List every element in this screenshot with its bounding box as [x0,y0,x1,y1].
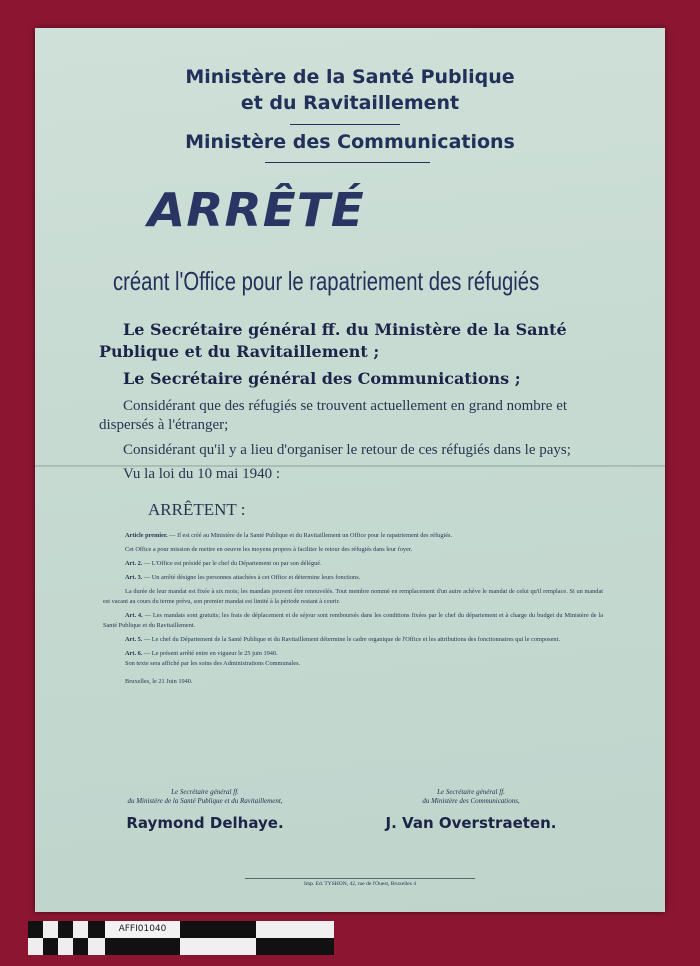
article: La durée de leur mandat est fixée à six mois; les mandats peuvent être renouvelés. Tout membre nommé en remplacement d'un autre achève le mandat de celui qu'il remplace. Si un mandat est vacant au cours du terme prévu, son premier mandat est limité à la période restant à courir. [103,588,603,605]
ministry-line-3: Ministère des Communications [185,131,515,153]
article: Art. 6. — Le présent arrêté entre en vigueur le 25 juin 1940. [125,650,278,657]
catalog-label: AFFI01040 [105,921,180,938]
article: Art. 2. — L'Office est présidé par le chef du Département ou par son délégué. [125,560,322,567]
ministry-line-1: Ministère de la Santé Publique [185,66,515,88]
document-subtitle: créant l'Office pour le rapatriement des réfugiés [113,266,540,296]
signature-right: Le Secrétaire général ff. du Ministère des Communications, J. Van Overstraeten. [341,788,601,832]
article: Art. 3. — Un arrêté désigne les personnes attachées à cet Office et détermine leurs fonctions. [125,574,361,581]
poster [35,28,665,912]
printer-line: Imp. Ed. TYSHON, 42, rue de l'Ouest, Bruxelles 4 [245,878,475,887]
arretent-heading: ARRÊTENT : [148,500,246,519]
article: Son texte sera affiché par les soins des Administrations Communales. [125,660,301,667]
signatory-name: Raymond Delhaye. [126,814,284,832]
article: Article premier. — Il est créé au Ministère de la Santé Publique et du Ravitaillement un Office pour le rapatriement des réfugiés. [125,532,453,539]
signature-left: Le Secrétaire général ff. du Ministère de la Santé Publique et du Ravitaillement, Raymond Delhaye. [75,788,335,832]
article: Art. 4. — Les mandats sont gratuits; les frais de déplacement et de séjour sont remboursés dans les conditions fixées par le chef du département et à charge du budget du Ministère de la Santé Publique et du Ravitaillement. [103,612,604,629]
document-title: ARRÊTÉ [147,183,365,237]
divider [290,124,400,125]
articles [103,531,603,691]
considerant-1-line2: dispersés à l'étranger; [99,417,229,433]
preamble-sg1-line1: Le Secrétaire général ff. du Ministère de la Santé [123,320,567,339]
ministry-line-2: et du Ravitaillement [240,92,460,114]
scale-bar [28,921,334,955]
date-line: Bruxelles, le 21 Juin 1940. [125,678,193,685]
preamble-sg2: Le Secrétaire général des Communications ; [123,369,521,388]
considerant-1-line1: Considérant que des réfugiés se trouvent actuellement en grand nombre et [123,398,568,414]
vu-la-loi: Vu la loi du 10 mai 1940 : [123,466,281,482]
signatory-name: J. Van Overstraeten. [385,814,557,832]
article: Art. 5. — Le chef du Département de la Santé Publique et du Ravitaillement détermine le cadre organique de l'Office et les attributions des fonctionnaires qui le composent. [125,636,560,643]
divider [265,162,430,163]
article: Cet Office a pour mission de mettre en oeuvre les moyens propres à faciliter le retour des réfugiés dans leur foyer. [125,546,413,553]
considerant-2: Considérant qu'il y a lieu d'organiser le retour de ces réfugiés dans le pays; [123,442,571,458]
preamble-sg1-line2: Publique et du Ravitaillement ; [99,342,380,361]
